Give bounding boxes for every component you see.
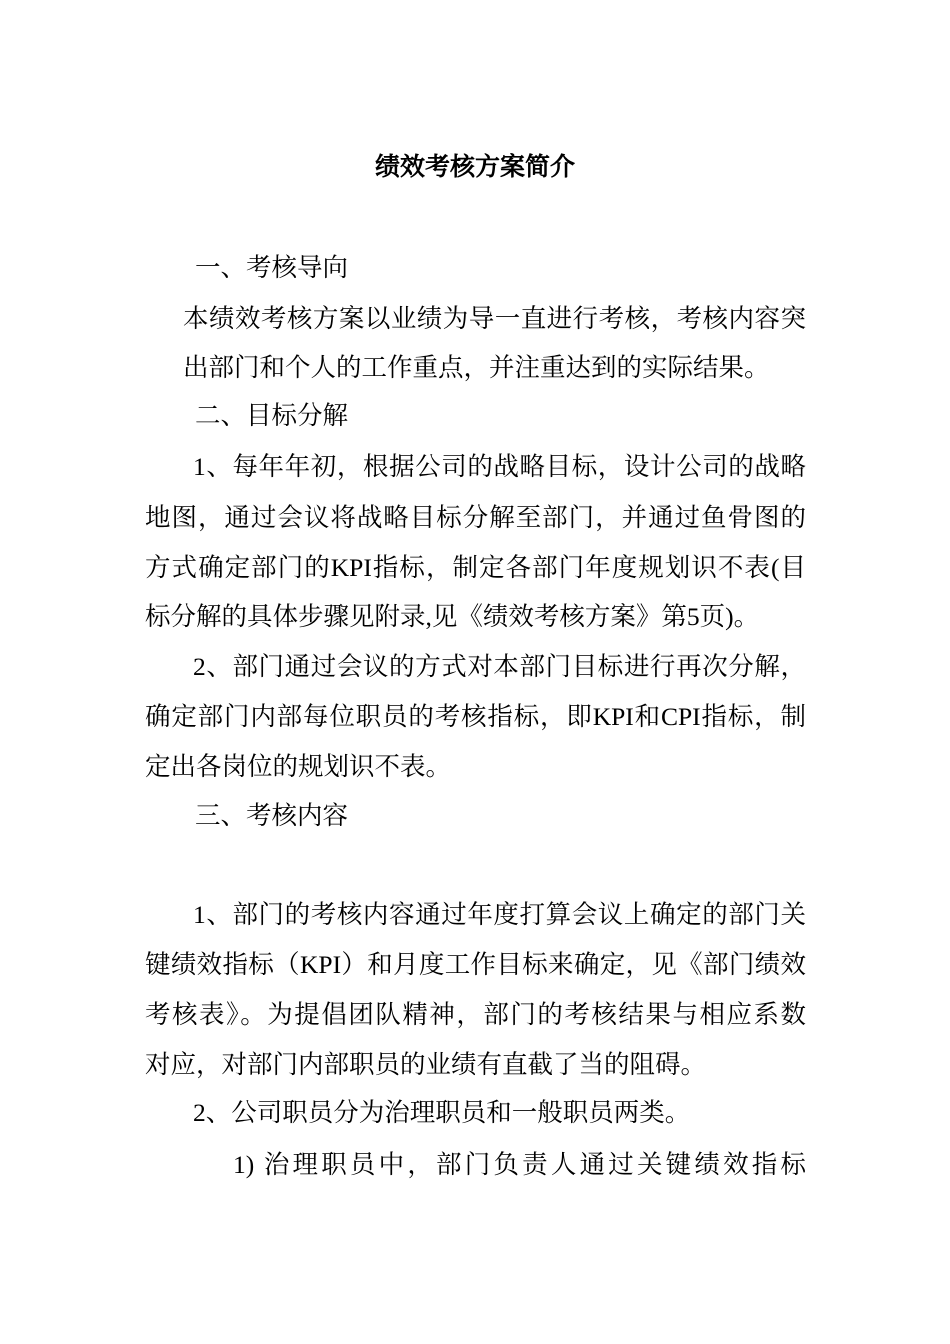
paragraph-line: 2、部门通过会议的方式对本部门目标进行再次分解， (193, 652, 806, 681)
paragraph-line: 定出各岗位的规划识不表。 (145, 752, 452, 781)
document-title: 绩效考核方案简介 (374, 154, 575, 181)
paragraph-line: 标分解的具体步骤见附录,见《绩效考核方案》第5页)。 (145, 602, 760, 631)
paragraph-line: 地图，通过会议将战略目标分解至部门，并通过鱼骨图的 (145, 503, 806, 532)
paragraph-line: 1) 治理职员中，部门负责人通过关键绩效指标 (233, 1150, 806, 1179)
paragraph-line: 方式确定部门的KPI指标，制定各部门年度规划识不表(目 (145, 553, 806, 582)
paragraph-line: 对应，对部门内部职员的业绩有直截了当的阻碍。 (145, 1050, 707, 1079)
paragraph-line: 考核表》。为提倡团队精神，部门的考核结果与相应系数 (145, 1000, 806, 1029)
paragraph-line: 出部门和个人的工作重点，并注重达到的实际结果。 (183, 353, 770, 382)
paragraph-line: 1、部门的考核内容通过年度打算会议上确定的部门关 (193, 900, 806, 929)
section-heading: 二、目标分解 (195, 401, 349, 430)
section-heading: 一、考核导向 (195, 253, 349, 282)
paragraph-line: 本绩效考核方案以业绩为导一直进行考核，考核内容突 (183, 304, 806, 333)
paragraph-line: 1、每年年初，根据公司的战略目标，设计公司的战略 (193, 452, 806, 481)
section-heading: 三、考核内容 (195, 801, 349, 830)
paragraph-line: 确定部门内部每位职员的考核指标，即KPI和CPI指标，制 (145, 702, 806, 731)
paragraph-line: 2、公司职员分为治理职员和一般职员两类。 (193, 1098, 691, 1127)
paragraph-line: 键绩效指标（KPI）和月度工作目标来确定，见《部门绩效 (145, 950, 806, 979)
